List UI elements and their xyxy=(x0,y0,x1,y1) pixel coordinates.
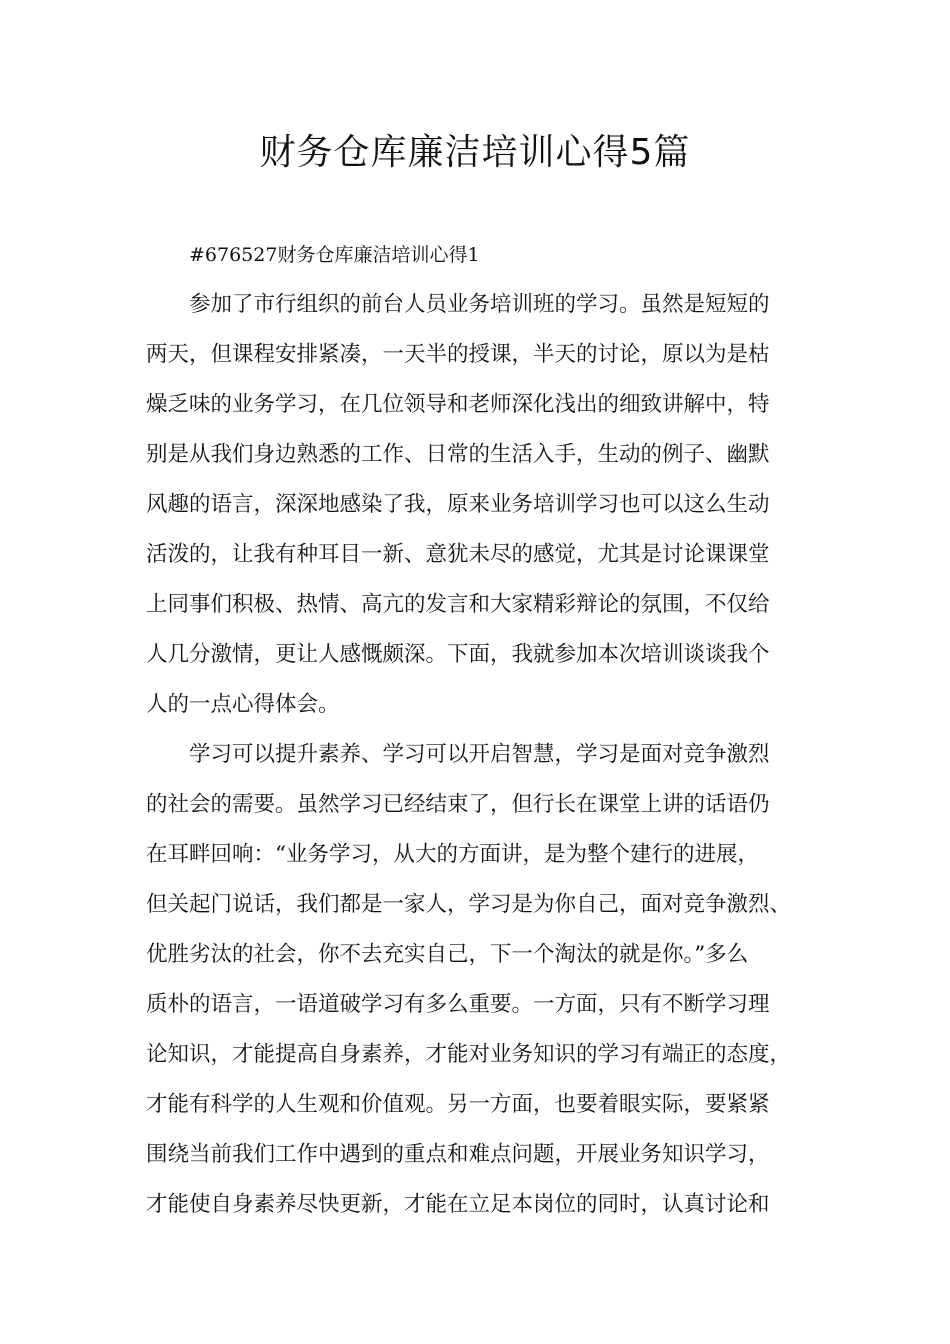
paragraph-line: 但关起门说话，我们都是一家人，学习是为你自己，面对竞争激烈、 xyxy=(146,892,792,917)
document-body xyxy=(146,230,824,1230)
paragraph-line: 参加了市行组织的前台人员业务培训班的学习。虽然是短短的 xyxy=(189,292,770,317)
paragraph-line: 论知识，才能提高自身素养，才能对业务知识的学习有端正的态度， xyxy=(146,1042,792,1067)
paragraph-line: 风趣的语言，深深地感染了我，原来业务培训学习也可以这么生动 xyxy=(146,492,770,517)
paragraph-line: 的社会的需要。虽然学习已经结束了，但行长在课堂上讲的话语仍 xyxy=(146,792,770,817)
paragraph-line: 燥乏味的业务学习，在几位领导和老师深化浅出的细致讲解中，特 xyxy=(146,392,770,417)
paragraph-line: 学习可以提升素养、学习可以开启智慧，学习是面对竞争激烈 xyxy=(189,742,770,767)
paragraph-line: 才能有科学的人生观和价值观。另一方面，也要着眼实际，要紧紧 xyxy=(146,1092,770,1117)
document-title: 财务仓库廉洁培训心得5篇 xyxy=(259,132,691,173)
paragraph-line: 人的一点心得体会。 xyxy=(146,692,340,717)
paragraph-line: 才能使自身素养尽快更新，才能在立足本岗位的同时，认真讨论和 xyxy=(146,1192,770,1217)
paragraph-line: 上同事们积极、热情、高亢的发言和大家精彩辩论的氛围，不仅给 xyxy=(146,592,770,617)
paragraph-line: 质朴的语言，一语道破学习有多么重要。一方面，只有不断学习理 xyxy=(146,992,770,1017)
paragraph-2 xyxy=(146,730,824,1230)
paragraph-line: 两天，但课程安排紧凑，一天半的授课，半天的讨论，原以为是枯 xyxy=(146,342,770,367)
paragraph-line: 活泼的，让我有种耳目一新、意犹未尽的感觉，尤其是讨论课课堂 xyxy=(146,542,770,567)
paragraph-line: 别是从我们身边熟悉的工作、日常的生活入手，生动的例子、幽默 xyxy=(146,442,770,467)
paragraph-line: 人几分激情，更让人感慨颇深。下面，我就参加本次培训谈谈我个 xyxy=(146,642,770,667)
paragraph-line: 围绕当前我们工作中遇到的重点和难点问题，开展业务知识学习， xyxy=(146,1142,770,1167)
section-heading: #676527财务仓库廉洁培训心得1 xyxy=(189,244,480,266)
paragraph-1 xyxy=(146,280,824,730)
paragraph-line: 在耳畔回响：“业务学习，从大的方面讲，是为整个建行的进展， xyxy=(146,842,759,867)
paragraph-line: 优胜劣汰的社会，你不去充实自己，下一个淘汰的就是你。”多么 xyxy=(146,942,749,967)
